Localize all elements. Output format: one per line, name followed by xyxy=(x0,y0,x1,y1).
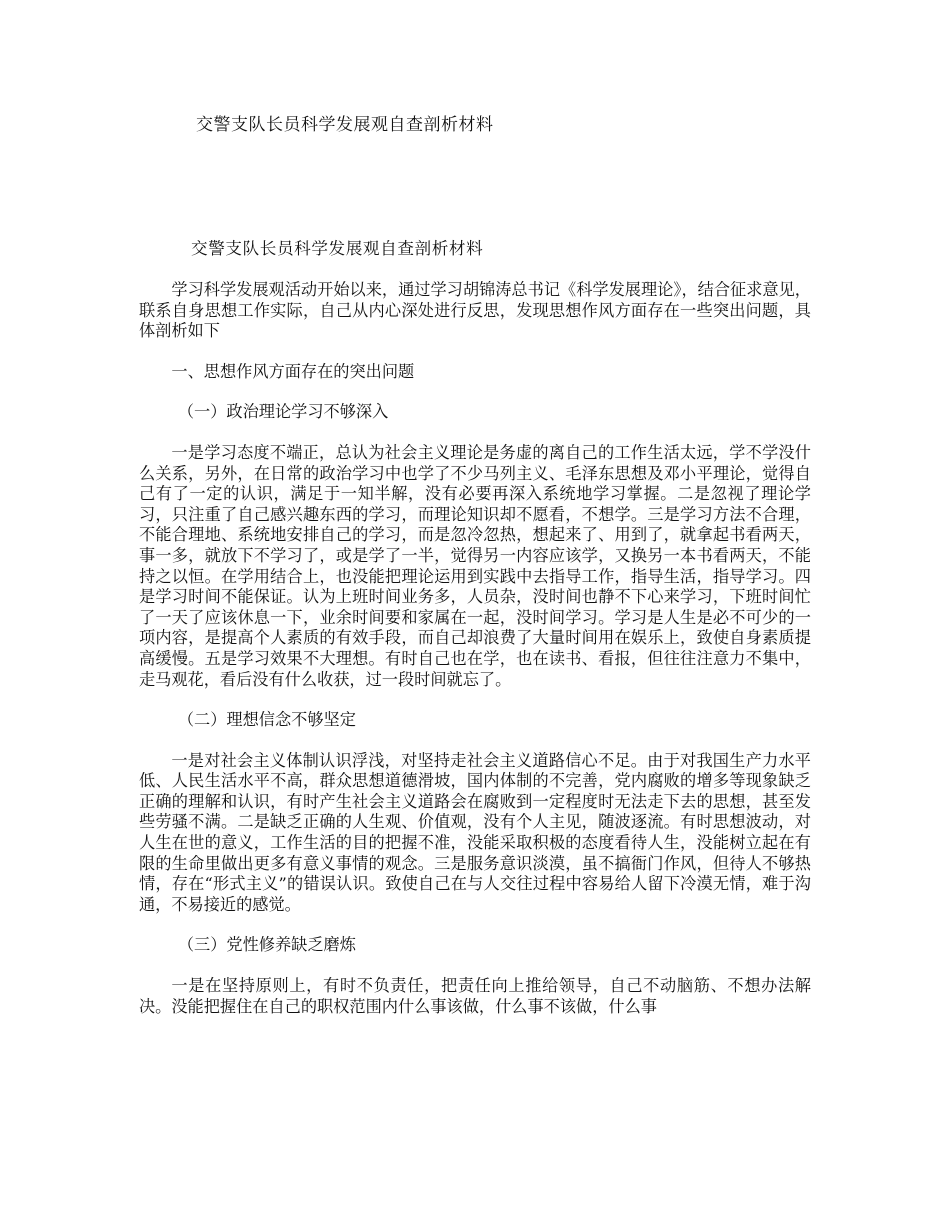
subsection-1-paragraph: 一是学习态度不端正，总认为社会主义理论是务虚的离自己的工作生活太远，学不学没什么关系，另外，在日常的政治学习中也学了不少马列主义、毛泽东思想及邓小平理论，觉得自己有了一定的认识，满足于一知半解，没有必要再深入系统地学习掌握。二是忽视了理论学习，只注重了自己感兴趣东西的学习，而理论知识却不愿看，不想学。三是学习方法不合理，不能合理地、系统地安排自己的学习，而是忽冷忽热，想起来了、用到了，就拿起书看两天，事一多，就放下不学习了，或是学了一半，觉得另一内容应该学，又换另一本书看两天，不能持之以恒。在学用结合上，也没能把理论运用到实践中去指导工作，指导生活，指导学习。四是学习时间不能保证。认为上班时间业务多，人员杂，没时间也静不下心来学习，下班时间忙了一天了应该休息一下，业余时间要和家属在一起，没时间学习。学习是人生是必不可少的一项内容，是提高个人素质的有效手段，而自己却浪费了大量时间用在娱乐上，致使自身素质提高缓慢。五是学习效果不大理想。有时自己也在学，也在读书、看报，但往往注意力不集中，走马观花，看后没有什么收获，过一段时间就忘了。 xyxy=(139,442,811,689)
subsection-3-heading: （三）党性修养缺乏磨炼 xyxy=(177,935,356,955)
document-body xyxy=(139,238,811,1037)
document-title: 交警支队长员科学发展观自查剖析材料 xyxy=(191,239,484,258)
intro-paragraph: 学习科学发展观活动开始以来，通过学习胡锦涛总书记《科学发展理论》，结合征求意见，联系自身思想工作实际，自己从内心深处进行反思，发现思想作风方面存在一些突出问题，具体剖析如下 xyxy=(139,280,811,341)
subsection-2-paragraph: 一是对社会主义体制认识浮浅，对坚持走社会主义道路信心不足。由于对我国生产力水平低、人民生活水平不高，群众思想道德滑坡，国内体制的不完善，党内腐败的增多等现象缺乏正确的理解和认识，有时产生社会主义道路会在腐败到一定程度时无法走下去的思想，甚至发些劳骚不满。二是缺乏正确的人生观、价值观，没有个人主见，随波逐流。有时思想波动，对人生在世的意义，工作生活的目的把握不准，没能采取积极的态度看待人生，没能树立起在有限的生命里做出更多有意义事情的观念。三是服务意识淡漠，虽不搞衙门作风，但待人不够热情，存在“形式主义”的错误认识。致使自己在与人交往过程中容易给人留下冷漠无情，难于沟通，不易接近的感觉。 xyxy=(139,750,811,914)
subsection-2-heading: （二）理想信念不够坚定 xyxy=(177,710,356,730)
subsection-1-heading: （一）政治理论学习不够深入 xyxy=(177,402,389,422)
cover-title: 交警支队长员科学发展观自查剖析材料 xyxy=(196,115,494,135)
section-1-heading: 一、思想作风方面存在的突出问题 xyxy=(171,361,415,381)
subsection-3-paragraph: 一是在坚持原则上，有时不负责任，把责任向上推给领导，自己不动脑筋、不想办法解决。没能把握住在自己的职权范围内什么事该做，什么事不该做，什么事 xyxy=(139,976,811,1016)
